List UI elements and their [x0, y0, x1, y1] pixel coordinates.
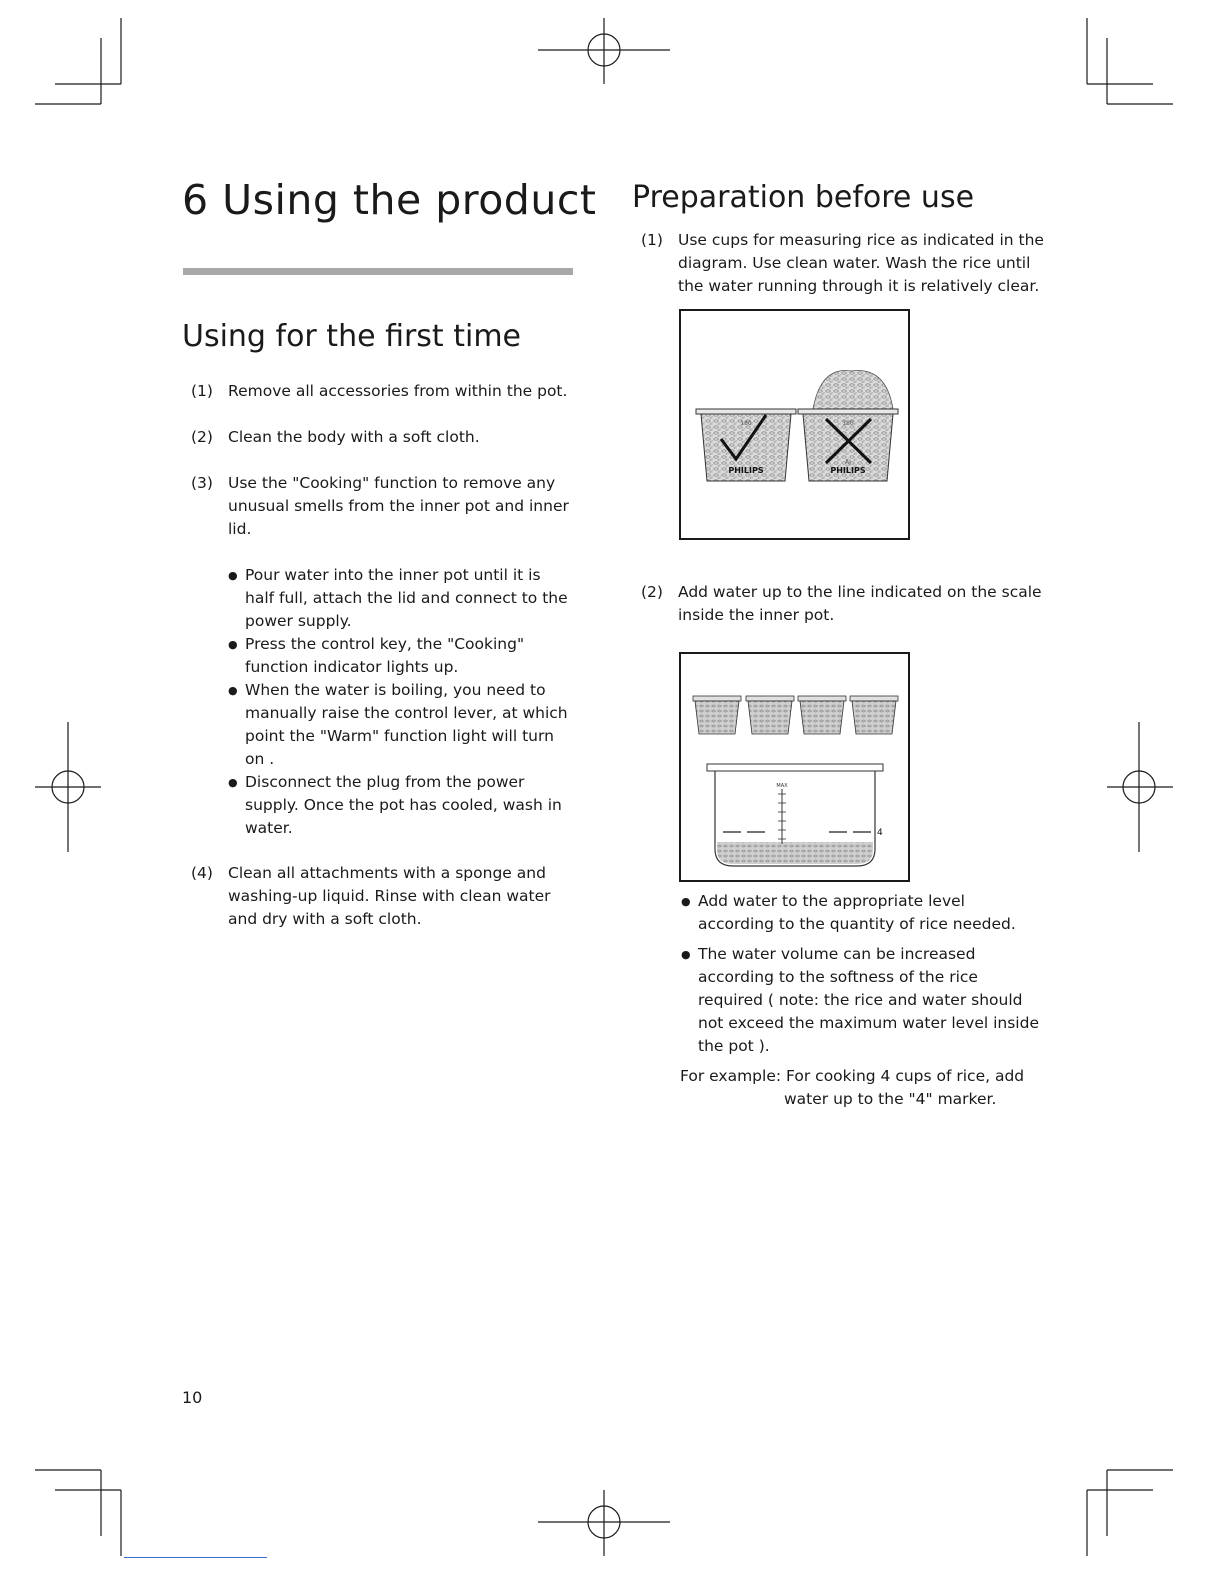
- bullet-line: ● When the water is boiling, you need to: [245, 681, 546, 699]
- bullet-line: ● The water volume can be increased: [698, 945, 976, 963]
- level-cup-icon: [696, 409, 796, 481]
- bullet-line: manually raise the control lever, at which: [245, 704, 568, 722]
- example-note: [680, 1065, 1060, 1111]
- bullet-line: according to the softness of the rice: [698, 968, 978, 986]
- inner-pot-icon: [707, 764, 883, 866]
- step-text: lid.: [228, 520, 252, 538]
- step-text: inside the inner pot.: [678, 606, 835, 624]
- step-text: the water running through it is relatively clear.: [678, 277, 1040, 295]
- water-level-figure: [679, 652, 910, 882]
- step-number: (2): [641, 583, 663, 601]
- bullet-item: [228, 633, 588, 679]
- bullet-item: [228, 564, 588, 633]
- scale-max-label: MAX: [776, 783, 788, 789]
- water-level-marker: 4: [877, 828, 883, 838]
- four-cups-icon: [693, 696, 898, 734]
- cup-sub-mark: AJ: [845, 459, 851, 466]
- step-text: Clean all attachments with a sponge and: [228, 864, 546, 882]
- bullet-item: [228, 771, 588, 840]
- example-line-1: For cooking 4 cups of rice, add: [786, 1067, 1025, 1085]
- step-text: Use cups for measuring rice as indicated in the: [678, 231, 1044, 249]
- cup-mark-right: 180: [842, 420, 854, 427]
- cup-mark-left: 180: [740, 420, 752, 427]
- bullet-line: ● Disconnect the plug from the power: [245, 773, 525, 791]
- title-rule: [183, 268, 573, 275]
- bullet-line: function indicator lights up.: [245, 658, 459, 676]
- step-text: and dry with a soft cloth.: [228, 910, 422, 928]
- step-number: (3): [191, 474, 213, 492]
- example-line-2: water up to the "4" marker.: [784, 1090, 997, 1108]
- first-time-bullets: [228, 564, 588, 840]
- bullet-line: on .: [245, 750, 275, 768]
- step-text: Use the "Cooking" function to remove any: [228, 474, 556, 492]
- bullet-line: supply. Once the pot has cooled, wash in: [245, 796, 562, 814]
- preparation-bullets: [681, 890, 1061, 1058]
- water-level-illustration: [681, 654, 908, 880]
- step-text: Remove all accessories from within the pot.: [228, 382, 568, 400]
- bullet-line: water.: [245, 819, 293, 837]
- bullet-line: point the "Warm" function light will turn: [245, 727, 554, 745]
- blue-edge-line: [124, 1557, 267, 1558]
- cup-brand-right: PHILIPS: [830, 466, 866, 475]
- bullet-item: [681, 890, 1061, 936]
- example-label: For example:: [680, 1067, 782, 1085]
- step-text: unusual smells from the inner pot and inner: [228, 497, 569, 515]
- bullet-line: ● Press the control key, the "Cooking": [245, 635, 525, 653]
- bullet-line: according to the quantity of rice needed.: [698, 915, 1016, 933]
- heaped-cup-icon: [798, 370, 898, 481]
- step-number: (1): [191, 382, 213, 400]
- bullet-line: ● Pour water into the inner pot until it is: [245, 566, 541, 584]
- step-text: diagram. Use clean water. Wash the rice until: [678, 254, 1031, 272]
- step-text: washing-up liquid. Rinse with clean water: [228, 887, 551, 905]
- cup-brand-left: PHILIPS: [728, 466, 764, 475]
- bullet-line: not exceed the maximum water level inside: [698, 1014, 1039, 1032]
- step-text: Clean the body with a soft cloth.: [228, 428, 480, 446]
- step-text: Add water up to the line indicated on the scale: [678, 583, 1042, 601]
- step-number: (4): [191, 864, 213, 882]
- bullet-line: required ( note: the rice and water should: [698, 991, 1023, 1009]
- bullet-line: the pot ).: [698, 1037, 770, 1055]
- bullet-line: half full, attach the lid and connect to the: [245, 589, 568, 607]
- bullet-line: power supply.: [245, 612, 352, 630]
- measuring-cup-illustration: [681, 311, 908, 538]
- first-time-heading: Using for the first time: [182, 319, 522, 354]
- bullet-item: [228, 679, 588, 771]
- step-number: (2): [191, 428, 213, 446]
- page-number: 10: [182, 1388, 203, 1407]
- bullet-item: [681, 943, 1061, 1058]
- step-number: (1): [641, 231, 663, 249]
- chapter-title: 6 Using the product: [182, 176, 597, 224]
- preparation-heading: Preparation before use: [632, 180, 975, 215]
- bullet-line: ● Add water to the appropriate level: [698, 892, 965, 910]
- measuring-cup-figure: [679, 309, 910, 540]
